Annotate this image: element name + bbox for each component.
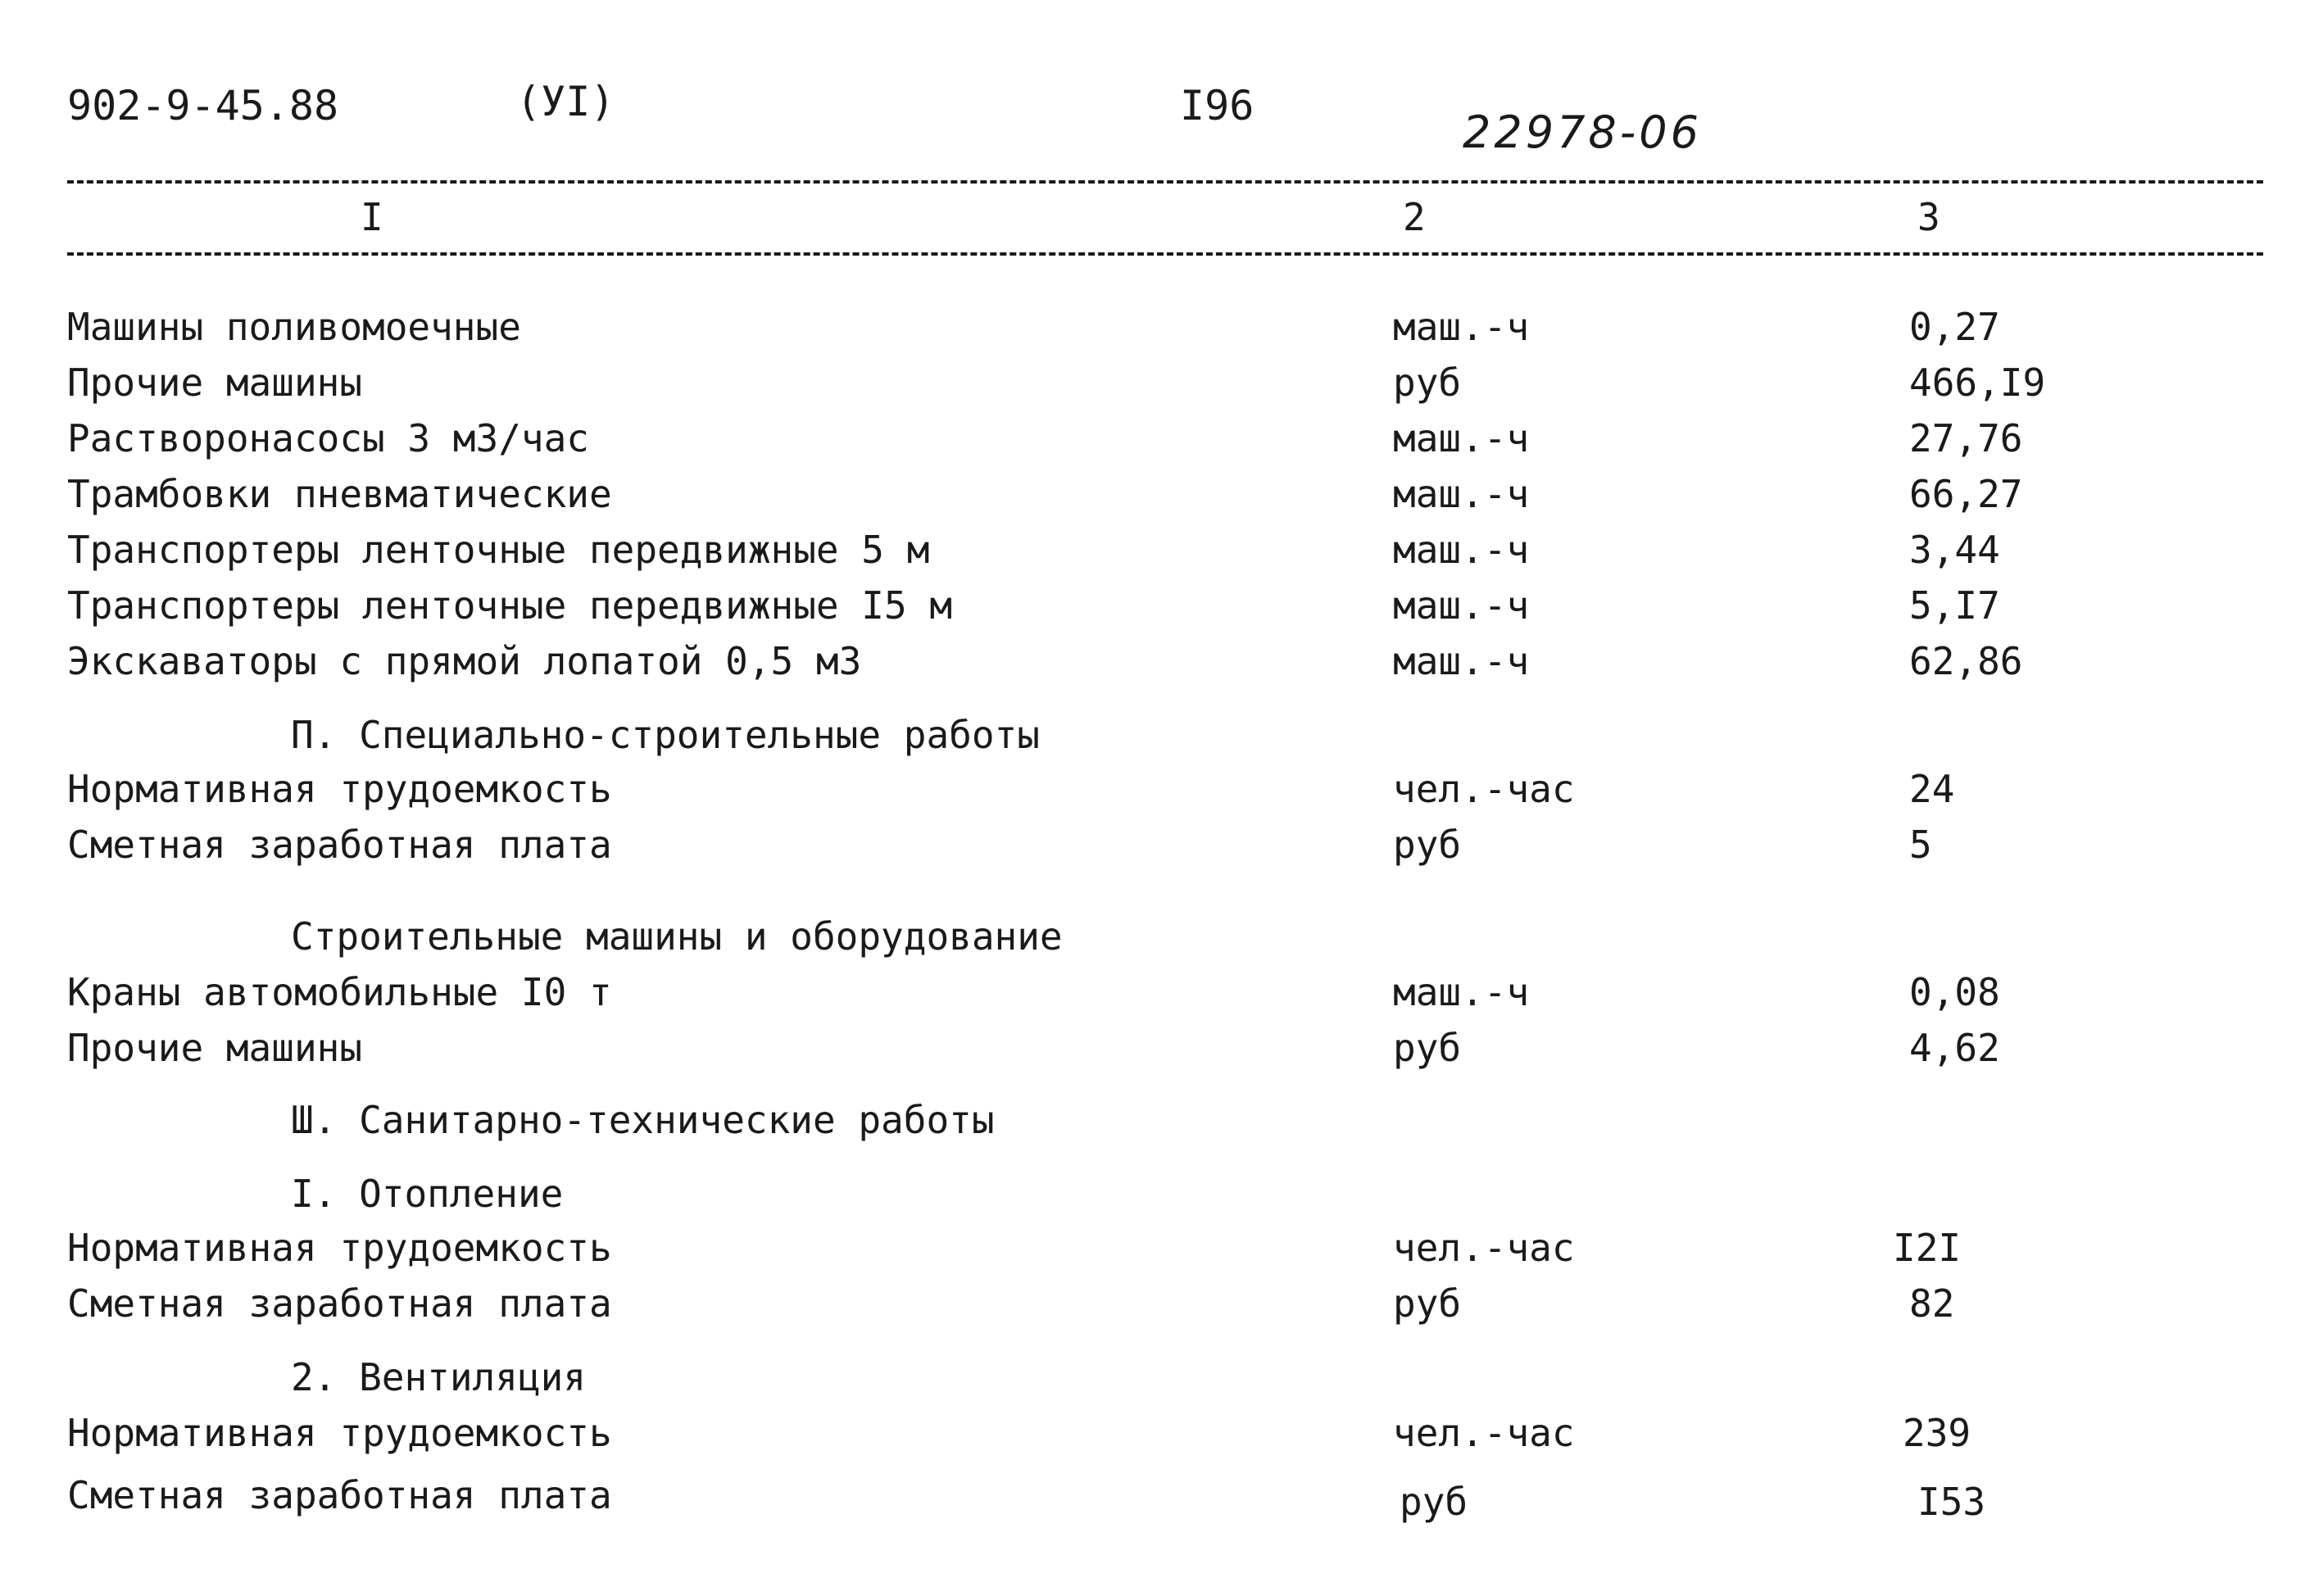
table-row	[0, 970, 2323, 1019]
section-title-machines: Строительные машины и оборудование	[291, 914, 1063, 959]
table-row	[0, 1026, 2323, 1075]
row-value: 62,86	[1909, 639, 2023, 683]
row-name: Трамбовки пневматические	[67, 472, 612, 516]
table-row	[0, 823, 2323, 872]
document-code: 902-9-45.88	[67, 82, 339, 129]
column-header-1: I	[361, 195, 383, 239]
row-unit: маш.-ч	[1393, 472, 1530, 516]
row-name: Прочие машины	[67, 360, 363, 405]
row-unit: маш.-ч	[1393, 583, 1530, 628]
row-unit: чел.-час	[1393, 767, 1575, 811]
table-row	[0, 360, 2323, 410]
section-title-sanitary-works: Ш. Санитарно-технические работы	[291, 1098, 995, 1142]
section-title-heating: I. Отопление	[291, 1172, 564, 1216]
row-value: I53	[1917, 1480, 1986, 1524]
row-unit: чел.-час	[1393, 1226, 1575, 1270]
row-value: 5,I7	[1909, 583, 2000, 628]
row-value: 239	[1903, 1411, 1971, 1455]
row-value: 4,62	[1909, 1026, 2000, 1070]
row-name: Машины поливомоечные	[67, 305, 521, 349]
row-value: 0,08	[1909, 970, 2000, 1014]
row-name: Транспортеры ленточные передвижные 5 м	[67, 528, 930, 572]
column-header-3: 3	[1917, 195, 1940, 239]
row-name: Растворонасосы 3 м3/час	[67, 416, 589, 460]
row-unit: руб	[1400, 1480, 1468, 1524]
column-header-2: 2	[1403, 195, 1426, 239]
table-row	[0, 639, 2323, 688]
section-title-ventilation: 2. Вентиляция	[291, 1355, 587, 1399]
row-value: I2I	[1893, 1226, 1962, 1270]
row-unit: руб	[1393, 360, 1462, 405]
row-unit: чел.-час	[1393, 1411, 1575, 1455]
row-value: 466,I9	[1909, 360, 2046, 405]
table-row	[0, 1226, 2323, 1275]
volume-label: (УI)	[516, 78, 615, 125]
header-divider-bottom	[67, 252, 2263, 256]
row-name: Сметная заработная плата	[67, 823, 612, 867]
row-value: 82	[1909, 1281, 1955, 1326]
row-name: Экскаваторы с прямой лопатой 0,5 м3	[67, 639, 862, 683]
inventory-number: 22978-06	[1463, 107, 1702, 158]
table-row	[0, 305, 2323, 354]
header-divider-top	[67, 180, 2263, 184]
section-title-special-works: П. Специально-строительные работы	[291, 713, 1040, 757]
row-name: Нормативная трудоемкость	[67, 1226, 612, 1270]
row-name: Нормативная трудоемкость	[67, 1411, 612, 1455]
page-number: I96	[1180, 82, 1255, 129]
table-row	[0, 1281, 2323, 1331]
row-unit: маш.-ч	[1393, 305, 1530, 349]
table-row	[0, 416, 2323, 465]
table-row	[0, 1473, 2323, 1522]
row-name: Нормативная трудоемкость	[67, 767, 612, 811]
row-value: 5	[1909, 823, 1932, 867]
row-unit: руб	[1393, 1026, 1462, 1070]
row-unit: маш.-ч	[1393, 416, 1530, 460]
row-value: 3,44	[1909, 528, 2000, 572]
row-unit: руб	[1393, 823, 1462, 867]
row-value: 24	[1909, 767, 1955, 811]
row-name: Транспортеры ленточные передвижные I5 м	[67, 583, 953, 628]
table-row	[0, 1411, 2323, 1460]
row-name: Прочие машины	[67, 1026, 363, 1070]
row-name: Сметная заработная плата	[67, 1473, 612, 1517]
row-value: 0,27	[1909, 305, 2000, 349]
row-value: 27,76	[1909, 416, 2023, 460]
row-unit: маш.-ч	[1393, 639, 1530, 683]
row-name: Сметная заработная плата	[67, 1281, 612, 1326]
row-name: Краны автомобильные I0 т	[67, 970, 612, 1014]
row-unit: маш.-ч	[1393, 528, 1530, 572]
row-unit: маш.-ч	[1393, 970, 1530, 1014]
row-value: 66,27	[1909, 472, 2023, 516]
table-row	[0, 583, 2323, 633]
table-row	[0, 472, 2323, 521]
row-unit: руб	[1393, 1281, 1462, 1326]
table-row	[0, 528, 2323, 577]
table-row	[0, 767, 2323, 816]
